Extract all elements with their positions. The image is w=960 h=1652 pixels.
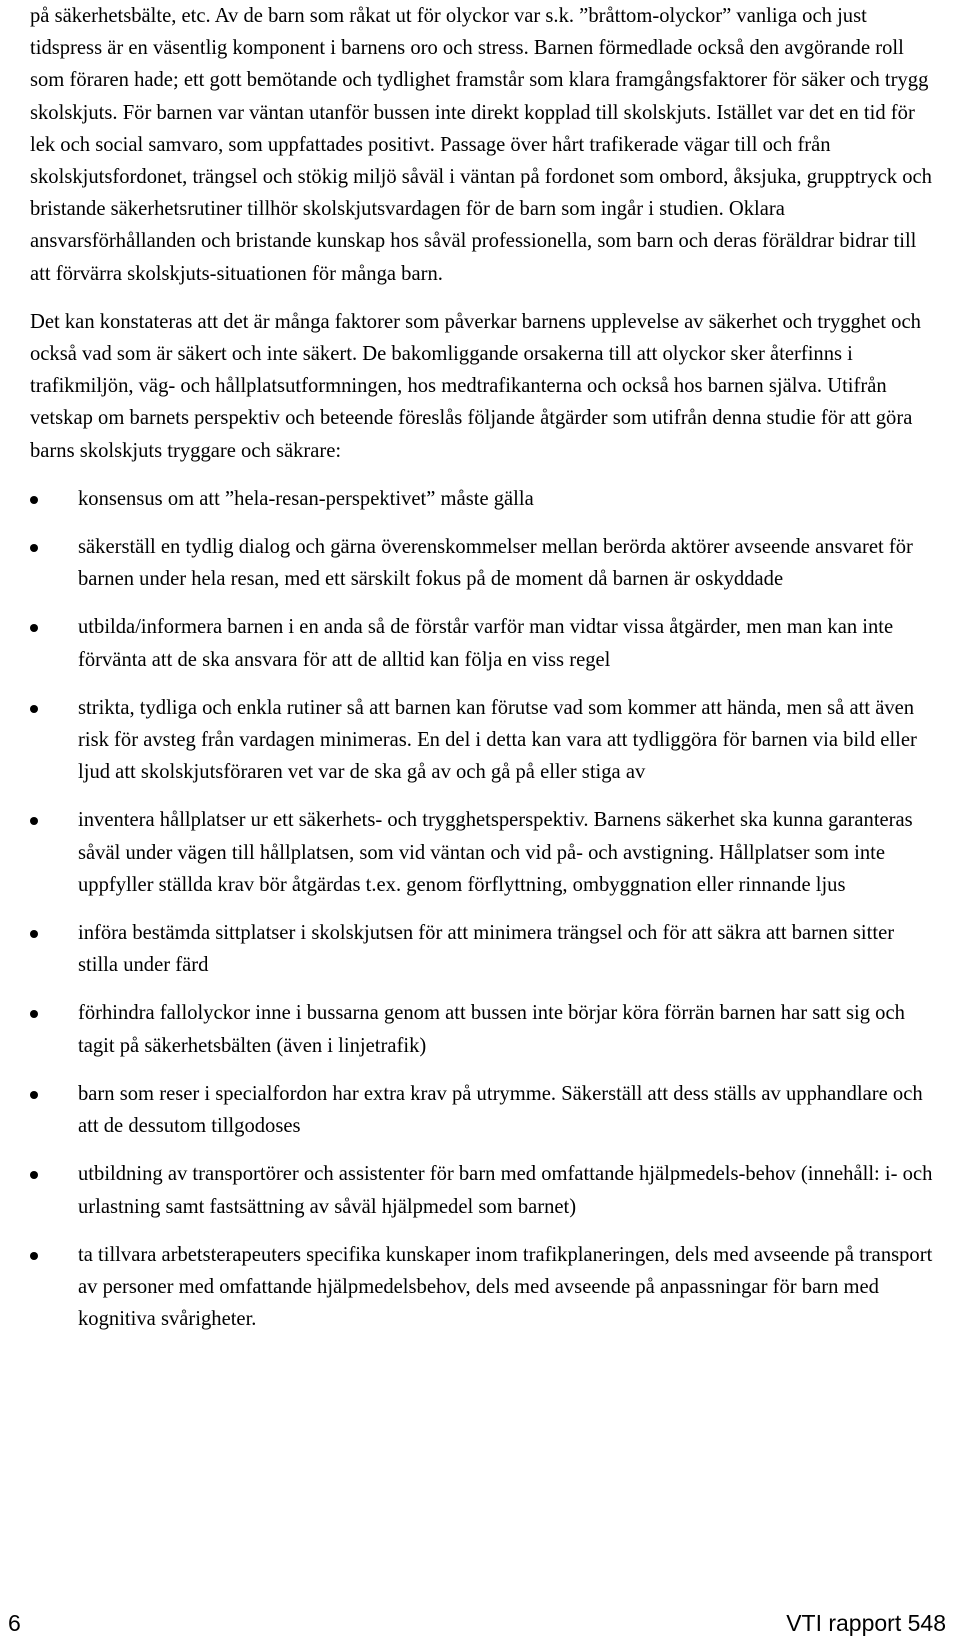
list-item [30,1078,935,1142]
list-item [30,917,935,981]
list-item-text: ta tillvara arbetsterapeuters specifika kunskaper inom trafikplaneringen, dels med avseende på transport av personer med omfattande hjälpmedelsbehov, dels med avseende på anpassningar för barn med kognitiva svårigheter. [78,1243,933,1331]
bullet-icon [30,1171,38,1179]
report-name: VTI rapport 548 [786,1610,946,1636]
bullet-icon [30,1091,38,1099]
bullet-icon [30,496,38,504]
list-item-text: inventera hållplatser ur ett säkerhets- och trygghetsperspektiv. Barnens säkerhet ska kunna garanteras såväl under vägen till hållplatsen, som vid väntan och vid på- och avstigning. Hållplatser som inte uppfyller ställda krav bör åtgärdas t.ex. genom förflyttning, ombyggnation eller rinnande ljus [78,809,913,896]
list-item-text: införa bestämda sittplatser i skolskjutsen för att minimera trängsel och för att säkra att barnen sitter stilla under färd [78,922,895,977]
bullet-icon [30,930,38,938]
bullet-icon [30,1252,38,1260]
list-item [30,531,935,595]
list-item-text: strikta, tydliga och enkla rutiner så att barnen kan förutse vad som kommer att hända, men så att även risk för avsteg från vardagen minimeras. En del i detta kan vara att tydliggöra för barnen via bild eller ljud att skolskjutsföraren vet var de ska gå av och gå på eller stiga av [78,696,917,784]
measures-list [30,483,935,1335]
body-paragraph: Det kan konstateras att det är många faktorer som påverkar barnens upplevelse av säkerhet och trygghet och också vad som är säkert och inte säkert. De bakomliggande orsakerna till att olyckor sker återfinns i trafikmiljön, väg- och hållplatsutformningen, hos medtrafikanterna och också hos barnen själva. Utifrån vetskap om barnets perspektiv och beteende föreslås följande åtgärder som utifrån denna studie för att göra barns skolskjuts tryggare och säkrare: [30,310,921,462]
list-item-text: säkerställ en tydlig dialog och gärna överenskommelser mellan berörda aktörer avseende ansvaret för barnen under hela resan, med ett särskilt fokus på de moment då barnen är oskyddade [78,536,913,591]
document-body [30,0,935,1351]
list-item [30,1239,935,1336]
bullet-icon [30,624,38,632]
bullet-icon [30,544,38,552]
list-item [30,1158,935,1222]
list-item-text: utbilda/informera barnen i en anda så de förstår varför man vidtar vissa åtgärder, men man kan inte förvänta att de ska ansvara för att de alltid kan följa en viss regel [78,616,894,671]
page-number: 6 [8,1610,21,1636]
list-item-text: utbildning av transportörer och assistenter för barn med omfattande hjälpmedels-behov (innehåll: i- och urlastning samt fastsättning av såväl hjälpmedel som barnet) [78,1163,933,1218]
list-item [30,804,935,901]
list-item-text: konsensus om att ”hela-resan-perspektivet” måste gälla [78,487,534,510]
list-item-text: barn som reser i specialfordon har extra krav på utrymme. Säkerställ att dess ställs av upphandlare och att de dessutom tillgodoses [78,1082,923,1138]
bullet-icon [30,1010,38,1018]
footer-divider [0,1602,960,1603]
list-item [30,692,935,789]
bullet-icon [30,705,38,713]
list-item [30,611,935,675]
body-paragraph: på säkerhetsbälte, etc. Av de barn som råkat ut för olyckor var s.k. ”bråttom-olyckor” vanliga och just tidspress är en väsentlig komponent i barnens oro och stress. Barnen förmedlade också den avgörande roll som föraren hade; ett gott bemötande och tydlighet framstår som klara framgångsfaktorer för säker och trygg skolskjuts. För barnen var väntan utanför bussen inte direkt kopplad till skolskjuts. Istället var det en tid för lek och social samvaro, som uppfattades positivt. Passage över hårt trafikerade vägar till och från skolskjutsfordonet, trängsel och stökig miljö såväl i väntan på fordonet som ombord, åksjuka, grupptryck och bristande säkerhetsrutiner tillhör skolskjutsvardagen för de barn som ingår i studien. Oklara ansvarsförhållanden och bristande kunskap hos såväl professionella, som barn och deras föräldrar bidrar till att förvärra skolskjuts-situationen för många barn. [30,5,932,285]
list-item-text: förhindra fallolyckor inne i bussarna genom att bussen inte börjar köra förrän barnen har satt sig och tagit på säkerhetsbälten (även i linjetrafik) [78,1002,905,1057]
bullet-icon [30,817,38,825]
list-item [30,483,935,515]
list-item [30,997,935,1061]
page-footer [0,1602,960,1642]
